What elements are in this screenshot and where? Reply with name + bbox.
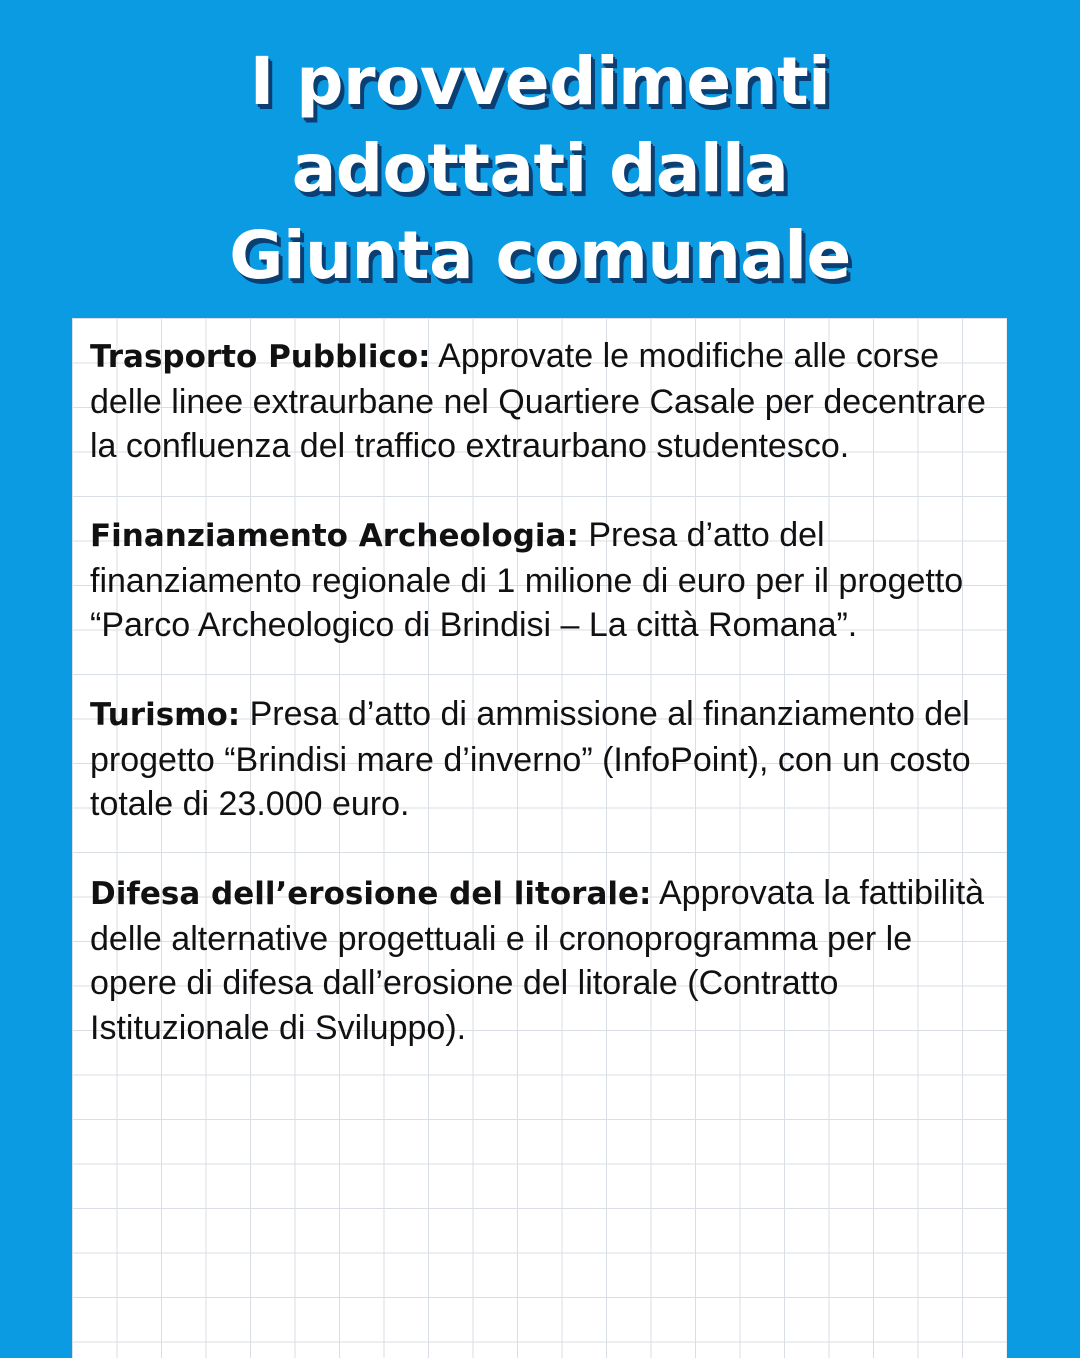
- provision-heading: Finanziamento Archeologia:: [90, 518, 579, 554]
- title-line-2: adottati dalla: [291, 130, 789, 207]
- provision-heading: Turismo:: [90, 697, 241, 733]
- provision-text: Approvata la fattibilità delle alternative progettuali e il cronoprogramma per le opere di difesa dall’erosione del litorale (Contratto Istituzionale di Sviluppo).: [90, 874, 985, 1047]
- provision-item-turismo: [90, 692, 990, 827]
- provision-heading: Trasporto Pubblico:: [90, 339, 431, 375]
- title-line-1: I provvedimenti: [249, 43, 831, 120]
- content-card: [72, 318, 1007, 1358]
- page-title: [0, 38, 1080, 299]
- provision-item-trasporto: [90, 334, 990, 469]
- provisions-list: [90, 334, 990, 1095]
- provision-text: Approvate le modifiche alle corse delle linee extraurbane nel Quartiere Casale per decentrare la confluenza del traffico extraurbano studentesco.: [90, 337, 986, 465]
- title-line-3: Giunta comunale: [229, 217, 851, 294]
- provision-item-litorale: [90, 871, 990, 1050]
- provision-item-archeologia: [90, 513, 990, 648]
- provision-text: Presa d’atto del finanziamento regionale di 1 milione di euro per il progetto “Parco Archeologico di Brindisi – La città Romana”.: [90, 516, 964, 644]
- provision-heading: Difesa dell’erosione del litorale:: [90, 876, 652, 912]
- provision-text: Presa d’atto di ammissione al finanziamento del progetto “Brindisi mare d’inverno” (InfoPoint), con un costo totale di 23.000 euro.: [90, 695, 971, 823]
